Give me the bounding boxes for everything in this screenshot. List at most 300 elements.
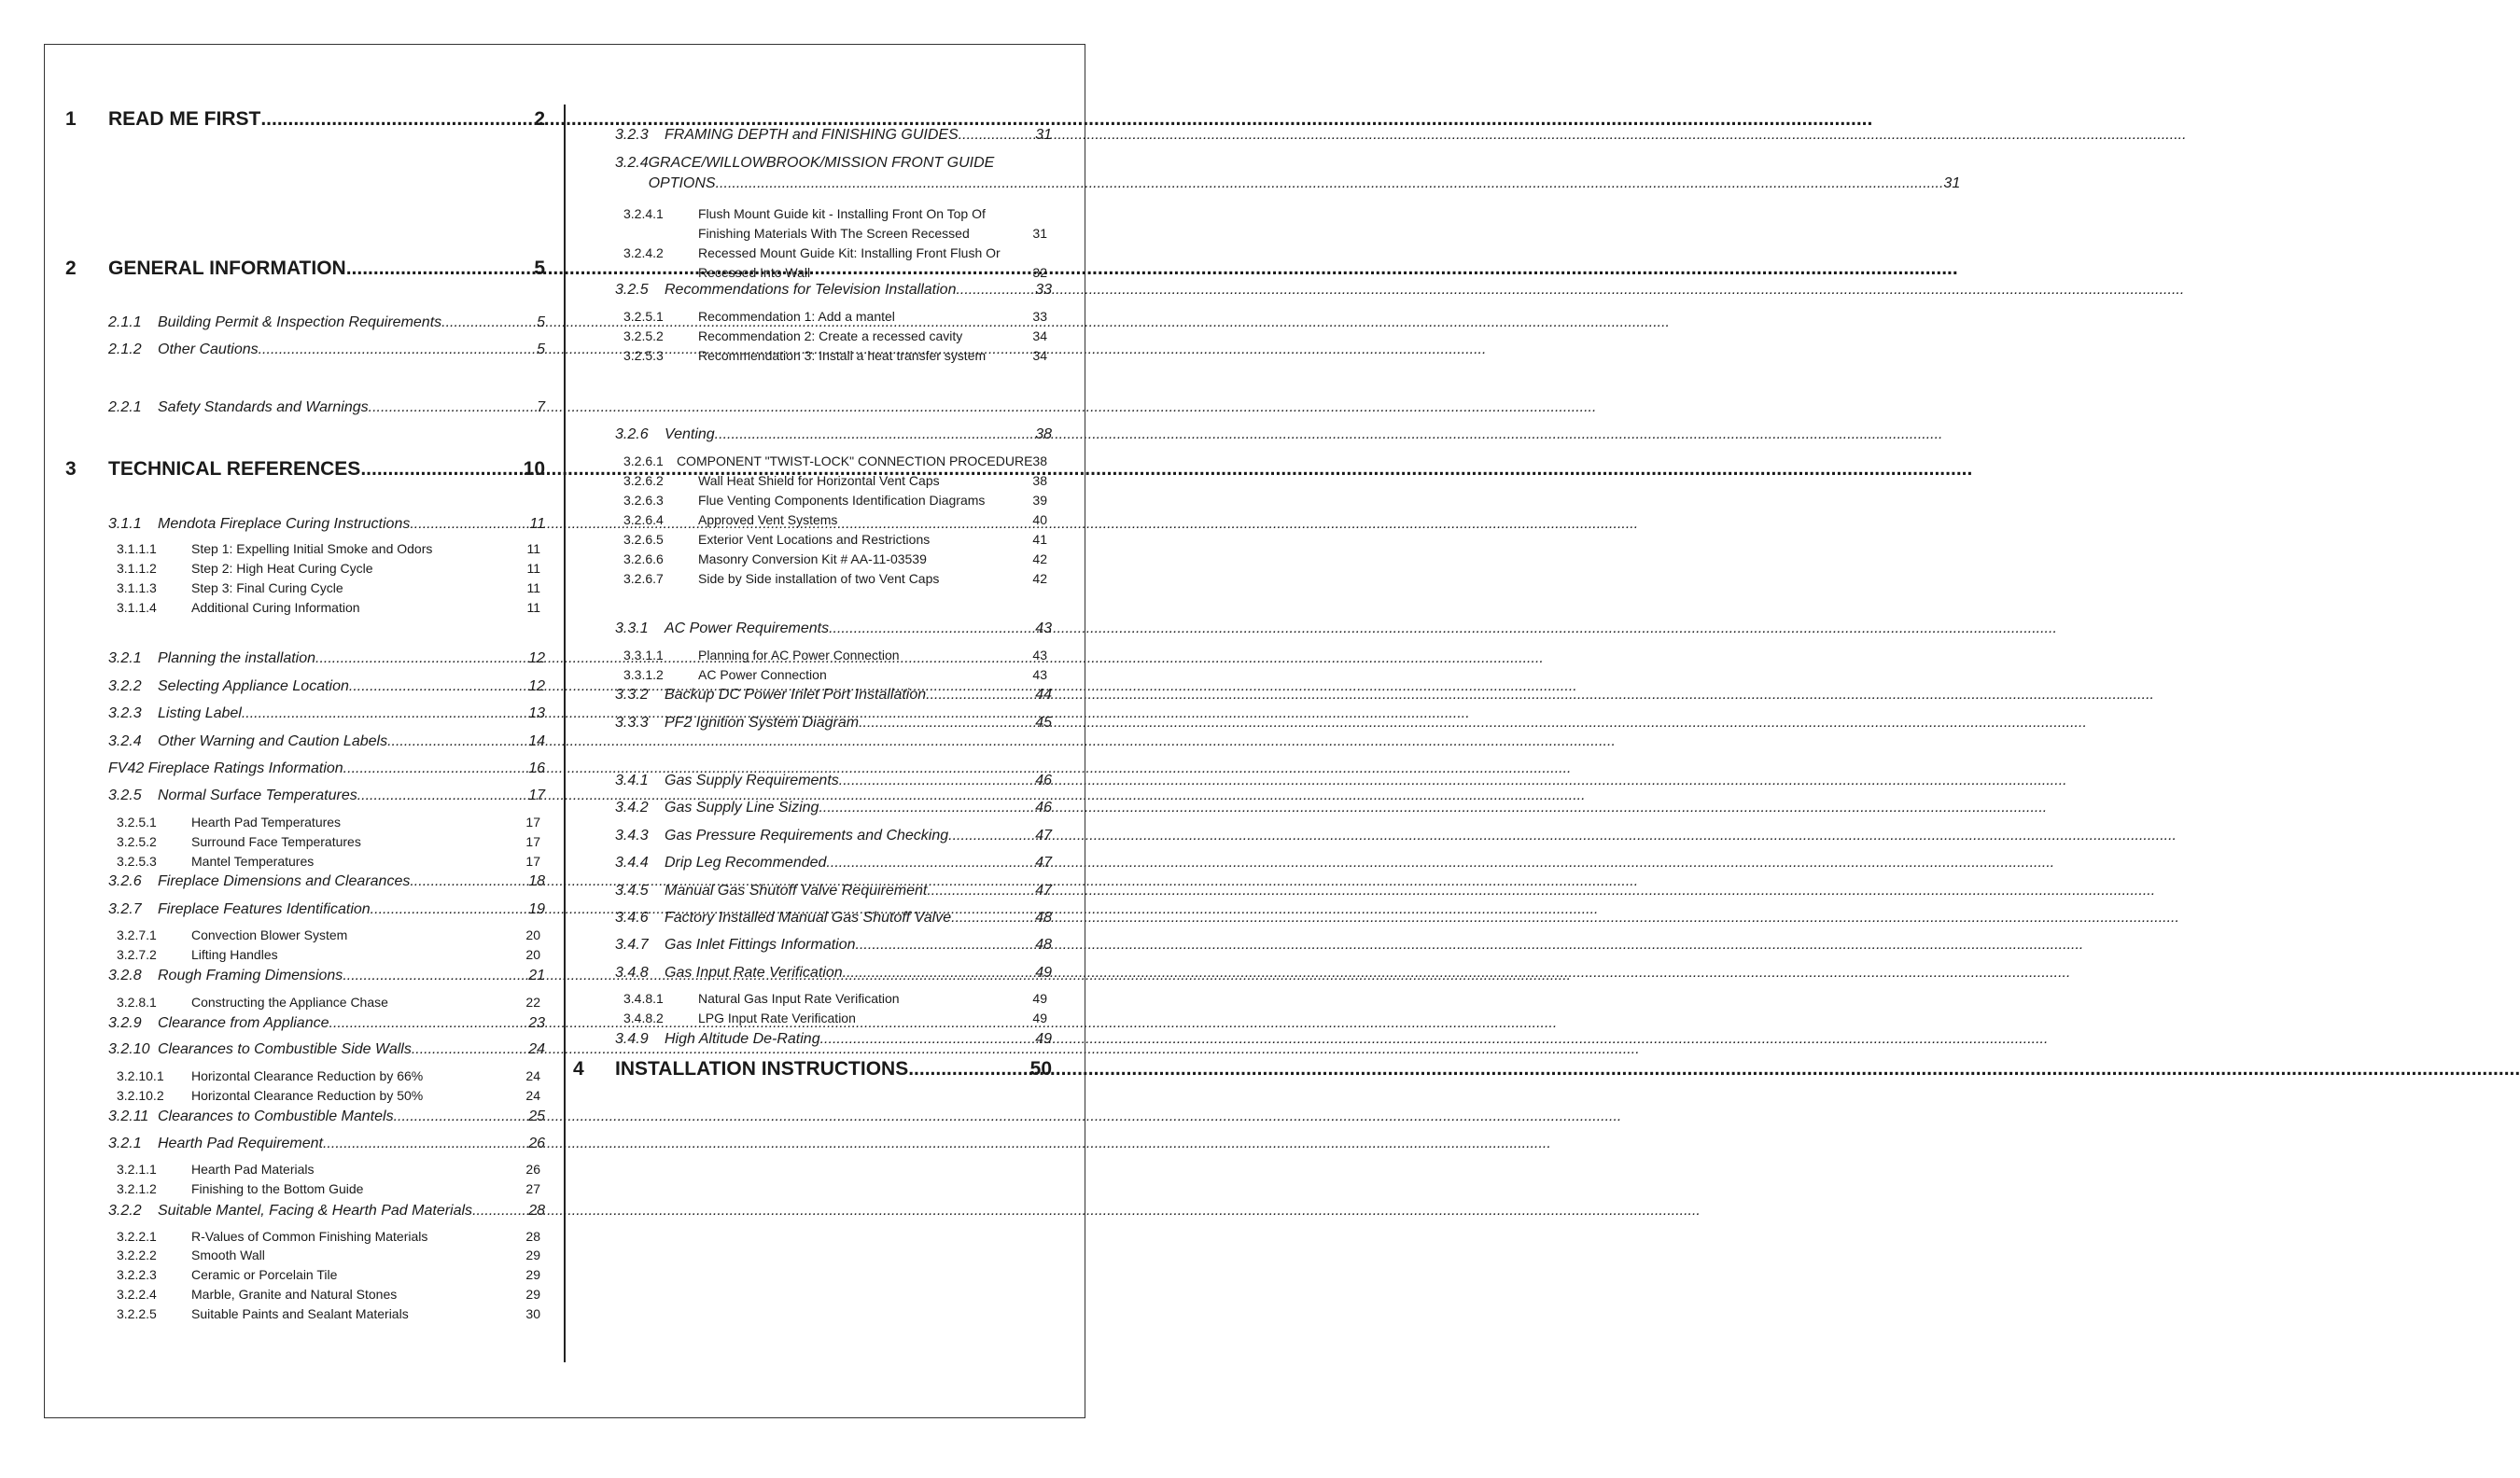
page-number: 10 — [523, 458, 545, 480]
page-number: 47 — [1035, 828, 1052, 844]
section-title: TECHNICAL REFERENCES — [108, 458, 361, 480]
page-number: 48 — [1035, 910, 1052, 926]
entry-number: 3.4.4 — [615, 855, 649, 871]
dot-leader — [927, 883, 1035, 899]
page-number: 27 — [525, 1181, 540, 1196]
entry-number: 3.2.1.1 — [117, 1162, 157, 1177]
toc-subentry[interactable] — [117, 1287, 540, 1302]
dot-leader — [819, 800, 1035, 816]
entry-title: Horizontal Clearance Reduction by 66% — [191, 1068, 424, 1083]
toc-entry[interactable] — [615, 910, 1052, 927]
page-number: 7 — [537, 399, 545, 415]
entry-number: 3.2.5.3 — [623, 348, 664, 363]
toc-entry[interactable] — [615, 965, 1052, 982]
toc-entry[interactable] — [108, 516, 545, 533]
toc-entry[interactable] — [615, 855, 1052, 871]
entry-title: Manual Gas Shutoff Valve Requirement — [665, 883, 928, 899]
entry-number: 3.3.3 — [615, 715, 649, 731]
section-number: 2 — [65, 258, 77, 279]
toc-entry[interactable] — [615, 828, 1052, 844]
dot-leader — [410, 516, 529, 533]
entry-title: Fireplace Features Identification — [158, 901, 371, 917]
entry-title: Mantel Temperatures — [191, 854, 315, 869]
entry-title-line2 — [649, 175, 1961, 192]
toc-subentry[interactable] — [623, 512, 1047, 527]
page-number: 30 — [525, 1306, 540, 1321]
entry-number: 3.2.5 — [108, 788, 142, 803]
entry-title: Other Cautions — [158, 342, 259, 357]
entry-number: 3.2.6.6 — [623, 551, 664, 566]
page-number: 34 — [1032, 328, 1047, 343]
toc-entry[interactable] — [108, 733, 545, 750]
entry-title: Drip Leg Recommended — [665, 855, 827, 871]
entry-title: Additional Curing Information — [191, 600, 360, 615]
entry-number: 3.2.2.1 — [117, 1229, 157, 1244]
page-number: 11 — [526, 541, 540, 556]
page-number: 48 — [1035, 937, 1052, 953]
entry-number: 3.4.3 — [615, 828, 649, 844]
dot-leader — [259, 342, 537, 358]
page-number: 19 — [528, 901, 545, 917]
entry-title: Suitable Paints and Sealant Materials — [191, 1306, 409, 1321]
page-number: 39 — [1032, 493, 1047, 508]
entry-number: 3.2.4.1 — [623, 206, 664, 221]
page-number: 32 — [1032, 265, 1047, 280]
entry-title: Recommendations for Television Installation — [665, 282, 957, 298]
dot-leader — [343, 760, 529, 777]
entry-title: Gas Supply Line Sizing — [665, 800, 819, 816]
entry-title: Convection Blower System — [191, 927, 348, 942]
dot-leader — [839, 773, 1035, 789]
entry-title: Flue Venting Components Identification Diagrams — [698, 493, 986, 508]
toc-subentry[interactable] — [117, 815, 540, 830]
entry-title: Clearances to Combustible Side Walls — [158, 1041, 412, 1057]
page-number: 28 — [525, 1229, 540, 1244]
entry-title: Clearance from Appliance — [158, 1015, 329, 1031]
page-number: 26 — [525, 1162, 540, 1177]
entry-number: 3.4.8.1 — [623, 991, 664, 1006]
page-number: 42 — [1032, 551, 1047, 566]
section-title: READ ME FIRST — [108, 108, 261, 130]
page-number: 13 — [528, 705, 545, 721]
entry-title: R-Values of Common Finishing Materials — [191, 1229, 428, 1244]
dot-leader — [948, 828, 1035, 844]
toc-entry[interactable] — [108, 678, 545, 695]
page-number: 38 — [1035, 426, 1052, 442]
dot-leader — [829, 620, 1035, 637]
page-number: 23 — [528, 1015, 545, 1031]
section-number: 3 — [65, 458, 77, 480]
entry-title: High Altitude De-Rating — [665, 1031, 820, 1047]
page-number: 21 — [528, 968, 545, 983]
toc-entry[interactable] — [108, 705, 545, 722]
page-number: 25 — [528, 1108, 545, 1124]
entry-number: 3.2.6.3 — [623, 493, 664, 508]
entry-title: Masonry Conversion Kit # AA-11-03539 — [698, 551, 927, 566]
dot-leader — [859, 715, 1035, 732]
entry-title: Venting — [665, 426, 715, 442]
entry-number: 3.2.8 — [108, 968, 142, 983]
page-number: 43 — [1032, 648, 1047, 662]
dot-leader — [856, 937, 1036, 954]
entry-number: 3.1.1 — [108, 516, 142, 532]
page-number: 12 — [528, 678, 545, 694]
page-number: 17 — [525, 815, 540, 830]
dot-leader — [343, 968, 528, 984]
toc-subentry[interactable] — [117, 1248, 540, 1262]
page-number: 49 — [1032, 1011, 1047, 1025]
entry-number: 2.1.1 — [108, 314, 142, 330]
entry-title-wrap — [698, 204, 1029, 244]
entry-title: Step 3: Final Curing Cycle — [191, 580, 343, 595]
entry-number: 3.3.2 — [615, 687, 649, 703]
toc-subentry[interactable] — [623, 244, 1047, 283]
entry-title: COMPONENT "TWIST-LOCK" CONNECTION PROCEDURE — [676, 453, 1033, 468]
entry-number: 3.2.2 — [108, 678, 142, 694]
page-number: 2 — [534, 108, 545, 130]
entry-title-continued: OPTIONS — [648, 175, 716, 191]
toc-subentry[interactable] — [623, 473, 1047, 488]
toc-entry[interactable] — [108, 901, 545, 918]
entry-number: 3.2.2 — [108, 1203, 142, 1219]
entry-title: Gas Input Rate Verification — [665, 965, 843, 981]
entry-number: 3.4.6 — [615, 910, 649, 926]
entry-title: Step 1: Expelling Initial Smoke and Odors — [191, 541, 433, 556]
entry-number: 3.4.8.2 — [623, 1011, 664, 1025]
toc-subentry[interactable] — [117, 541, 540, 556]
entry-number: 2.2.1 — [108, 399, 142, 415]
page-number: 22 — [525, 995, 540, 1010]
entry-title: Mendota Fireplace Curing Instructions — [158, 516, 411, 532]
page-number: 38 — [1032, 453, 1047, 468]
entry-number: 3.2.5.3 — [117, 854, 157, 869]
toc-subentry[interactable] — [117, 1068, 540, 1083]
toc-subentry[interactable] — [623, 991, 1047, 1006]
entry-number: 3.2.10 — [108, 1041, 150, 1057]
toc-entry[interactable] — [615, 937, 1052, 954]
page-number: 24 — [525, 1088, 540, 1103]
toc-subentry[interactable] — [117, 1306, 540, 1321]
entry-title: AC Power Connection — [698, 667, 827, 682]
entry-title: Gas Supply Requirements — [665, 773, 839, 788]
toc-entry[interactable] — [615, 155, 1961, 192]
page-number: 29 — [525, 1287, 540, 1302]
page-number: 33 — [1032, 309, 1047, 324]
entry-number: 3.2.4.2 — [623, 245, 664, 260]
dot-leader — [242, 705, 528, 722]
toc-subentry[interactable] — [117, 1088, 540, 1103]
entry-number: 3.2.11 — [108, 1108, 149, 1124]
page-number: 42 — [1032, 571, 1047, 586]
toc-subentry[interactable] — [623, 204, 1047, 244]
entry-title: GRACE/WILLOWBROOK/MISSION FRONT GUIDE — [648, 155, 995, 171]
toc-subentry[interactable] — [623, 1011, 1047, 1025]
toc-subentry[interactable] — [623, 648, 1047, 662]
entry-title: Hearth Pad Materials — [191, 1162, 315, 1177]
page-number: 31 — [1035, 127, 1052, 143]
page-number: 18 — [528, 873, 545, 889]
entry-number: 3.2.7.1 — [117, 927, 157, 942]
toc-entry[interactable] — [615, 715, 1052, 732]
toc-entry[interactable] — [615, 773, 1052, 789]
toc-entry[interactable] — [615, 1031, 1052, 1048]
entry-number: 3.2.8.1 — [117, 995, 157, 1010]
entry-number: 3.2.5.2 — [623, 328, 664, 343]
dot-leader — [260, 108, 534, 131]
toc-subentry[interactable] — [117, 854, 540, 869]
entry-number: 3.2.5.1 — [117, 815, 157, 830]
entry-number: 3.2.10.1 — [117, 1068, 164, 1083]
toc-subentry[interactable] — [623, 532, 1047, 547]
entry-title-wrap — [649, 155, 1961, 192]
entry-title: Suitable Mantel, Facing & Hearth Pad Materials — [158, 1203, 473, 1219]
section-number: 1 — [65, 108, 77, 130]
dot-leader — [412, 1041, 528, 1058]
entry-title: Side by Side installation of two Vent Caps — [698, 571, 940, 586]
dot-leader — [371, 901, 529, 918]
toc-entry[interactable] — [108, 1136, 545, 1152]
section-title: INSTALLATION INSTRUCTIONS — [615, 1058, 909, 1080]
entry-number: 3.2.5.1 — [623, 309, 664, 324]
toc-section-3[interactable] — [65, 458, 77, 481]
section-title: GENERAL INFORMATION — [108, 258, 346, 279]
entry-title: Fireplace Dimensions and Clearances — [158, 873, 411, 889]
toc-subentry[interactable] — [623, 493, 1047, 508]
toc-section-2-line[interactable] — [108, 258, 545, 280]
dot-leader — [951, 910, 1035, 927]
toc-entry[interactable] — [108, 760, 545, 777]
dot-leader — [346, 258, 535, 280]
toc-entry[interactable] — [615, 800, 1052, 816]
entry-title-continued: Finishing Materials With The Screen Recessed — [698, 226, 970, 241]
toc-subentry[interactable] — [117, 927, 540, 942]
toc-subentry[interactable] — [117, 1267, 540, 1282]
toc-subentry[interactable] — [117, 580, 540, 595]
entry-number: 3.4.9 — [615, 1031, 649, 1047]
dot-leader — [349, 678, 528, 695]
entry-number: 3.1.1.3 — [117, 580, 157, 595]
entry-title: AC Power Requirements — [665, 620, 830, 636]
page-number: 40 — [1032, 512, 1047, 527]
toc-entry[interactable] — [615, 883, 1052, 899]
toc-entry[interactable] — [108, 1041, 545, 1058]
entry-number: 3.2.2.3 — [117, 1267, 157, 1282]
page-number: 12 — [528, 650, 545, 666]
page-number: 47 — [1035, 883, 1052, 899]
toc-subentry[interactable] — [117, 1162, 540, 1177]
entry-title: Exterior Vent Locations and Restrictions — [698, 532, 931, 547]
dot-leader — [410, 873, 528, 890]
toc-subentry[interactable] — [623, 551, 1047, 566]
entry-title: Selecting Appliance Location — [158, 678, 349, 694]
entry-title: Normal Surface Temperatures — [158, 788, 357, 803]
toc-subentry[interactable] — [623, 348, 1047, 363]
page-number: 34 — [1032, 348, 1047, 363]
entry-number: 3.2.4 — [615, 155, 649, 171]
entry-title: Building Permit & Inspection Requirements — [158, 314, 442, 330]
dot-leader — [908, 1058, 1029, 1081]
page-number: 24 — [525, 1068, 540, 1083]
toc-entry[interactable] — [615, 687, 1052, 704]
page-number: 20 — [525, 947, 540, 962]
page-number: 11 — [526, 580, 540, 595]
entry-number: 3.2.2.5 — [117, 1306, 157, 1321]
entry-number: 3.2.2.2 — [117, 1248, 157, 1262]
entry-number: 3.4.7 — [615, 937, 649, 953]
toc-subentry[interactable] — [117, 1181, 540, 1196]
toc-entry[interactable] — [108, 1203, 545, 1220]
entry-number: 3.2.6 — [615, 426, 649, 442]
toc-section-3-line[interactable] — [108, 458, 545, 481]
toc-section-2[interactable] — [65, 258, 77, 280]
toc-subentry[interactable] — [117, 561, 540, 576]
dot-leader — [315, 650, 528, 667]
toc-subentry[interactable] — [623, 309, 1047, 324]
entry-number: 3.2.6.1 — [623, 453, 664, 468]
entry-title: FV42 Fireplace Ratings Information — [108, 760, 343, 776]
toc-entry[interactable] — [108, 650, 545, 667]
entry-number: 3.2.1.2 — [117, 1181, 157, 1196]
toc-entry[interactable] — [615, 282, 1052, 299]
page-number: 38 — [1032, 473, 1047, 488]
entry-number: 3.1.1.1 — [117, 541, 157, 556]
entry-number: 3.2.7 — [108, 901, 142, 917]
toc-entry[interactable] — [108, 399, 545, 416]
page-number: 50 — [1029, 1058, 1052, 1080]
entry-number: 3.2.2.4 — [117, 1287, 157, 1302]
entry-number: 3.2.10.2 — [117, 1088, 164, 1103]
page-number: 47 — [1035, 855, 1052, 871]
entry-number: 3.4.5 — [615, 883, 649, 899]
toc-entry[interactable] — [108, 314, 545, 331]
dot-leader — [959, 127, 1035, 144]
entry-number: 2.1.2 — [108, 342, 142, 357]
dot-leader — [926, 687, 1035, 704]
entry-number: 3.2.6 — [108, 873, 142, 889]
entry-number: 3.4.1 — [615, 773, 649, 788]
entry-title: Marble, Granite and Natural Stones — [191, 1287, 398, 1302]
page-number: 41 — [1032, 532, 1047, 547]
entry-title: Natural Gas Input Rate Verification — [698, 991, 900, 1006]
entry-title: Finishing to the Bottom Guide — [191, 1181, 364, 1196]
entry-title: Recommendation 3: Install a heat transfer system — [698, 348, 987, 363]
entry-number: 3.3.1.2 — [623, 667, 664, 682]
page-number: 43 — [1032, 667, 1047, 682]
entry-title: LPG Input Rate Verification — [698, 1011, 856, 1025]
entry-number: 3.2.1 — [108, 650, 142, 666]
toc-subentry[interactable] — [117, 995, 540, 1010]
entry-title: Surround Face Temperatures — [191, 834, 361, 849]
page-number: 14 — [528, 733, 545, 749]
dot-leader — [387, 733, 528, 750]
page-number: 45 — [1035, 715, 1052, 731]
dot-leader — [357, 788, 528, 804]
entry-title: Other Warning and Caution Labels — [158, 733, 388, 749]
entry-title: Hearth Pad Requirement — [158, 1136, 323, 1151]
entry-number: 3.4.2 — [615, 800, 649, 816]
entry-title: Smooth Wall — [191, 1248, 265, 1262]
page-number: 49 — [1035, 965, 1052, 981]
entry-title: Backup DC Power Inlet Port Installation — [665, 687, 927, 703]
toc-entry[interactable] — [108, 788, 545, 804]
entry-title: PF2 Ignition System Diagram — [665, 715, 860, 731]
entry-number: 3.2.6.2 — [623, 473, 664, 488]
entry-number: 3.4.8 — [615, 965, 649, 981]
toc-subentry[interactable] — [623, 328, 1047, 343]
section-number: 4 — [573, 1058, 584, 1080]
entry-title: Lifting Handles — [191, 947, 278, 962]
page-number: 11 — [526, 561, 540, 576]
dot-leader — [472, 1203, 528, 1220]
toc-section-1-line[interactable] — [108, 108, 545, 131]
page-number: 44 — [1035, 687, 1052, 703]
dot-leader — [956, 282, 1035, 299]
entry-title: Factory Installed Manual Gas Shutoff Valve — [665, 910, 952, 926]
toc-entry[interactable] — [108, 968, 545, 984]
toc-subentry[interactable] — [623, 667, 1047, 682]
page-number: 17 — [525, 854, 540, 869]
entry-title: Recommendation 1: Add a mantel — [698, 309, 895, 324]
entry-title: Horizontal Clearance Reduction by 50% — [191, 1088, 424, 1103]
toc-subentry[interactable] — [117, 947, 540, 962]
toc-entry[interactable] — [615, 426, 1052, 443]
toc-subentry[interactable] — [117, 834, 540, 849]
dot-leader — [820, 1031, 1036, 1048]
page-number: 33 — [1035, 282, 1052, 298]
entry-number: 3.2.5 — [615, 282, 649, 298]
entry-title: Constructing the Appliance Chase — [191, 995, 388, 1010]
page-number: 11 — [526, 600, 540, 615]
entry-title: Planning the installation — [158, 650, 316, 666]
entry-number: 3.2.7.2 — [117, 947, 157, 962]
page-number: 17 — [528, 788, 545, 803]
entry-title-wrap — [698, 244, 1029, 283]
toc-entry[interactable] — [108, 1015, 545, 1032]
page-number: 28 — [528, 1203, 545, 1219]
entry-title: Step 2: High Heat Curing Cycle — [191, 561, 373, 576]
entry-number: 3.2.5.2 — [117, 834, 157, 849]
entry-title: Wall Heat Shield for Horizontal Vent Caps — [698, 473, 940, 488]
toc-entry[interactable] — [108, 873, 545, 890]
entry-title: Ceramic or Porcelain Tile — [191, 1267, 338, 1282]
toc-section-4-line[interactable] — [615, 1058, 1052, 1081]
toc-subentry[interactable] — [623, 571, 1047, 586]
entry-title: Recommendation 2: Create a recessed cavity — [698, 328, 963, 343]
toc-entry[interactable] — [108, 342, 545, 358]
toc-section-1[interactable] — [65, 108, 77, 131]
dot-leader — [369, 399, 537, 416]
page-number: 49 — [1035, 1031, 1052, 1047]
toc-section-4[interactable] — [573, 1058, 584, 1081]
dot-leader — [394, 1108, 529, 1125]
dot-leader — [360, 458, 523, 481]
toc-subentry[interactable] — [117, 600, 540, 615]
dot-leader — [441, 314, 537, 331]
page-number: 29 — [525, 1248, 540, 1262]
entry-number: 3.2.3 — [615, 127, 649, 143]
toc-subentry[interactable] — [623, 453, 1047, 468]
page-number: 46 — [1035, 800, 1052, 816]
toc-entry[interactable] — [615, 127, 1052, 144]
page-number: 49 — [1032, 991, 1047, 1006]
toc-subentry[interactable] — [117, 1229, 540, 1244]
page-number: 11 — [529, 516, 545, 532]
entry-title: Listing Label — [158, 705, 242, 721]
entry-title: Approved Vent Systems — [698, 512, 838, 527]
toc-entry[interactable] — [615, 620, 1052, 637]
toc-entry[interactable] — [108, 1108, 545, 1125]
entry-number: 3.1.1.2 — [117, 561, 157, 576]
